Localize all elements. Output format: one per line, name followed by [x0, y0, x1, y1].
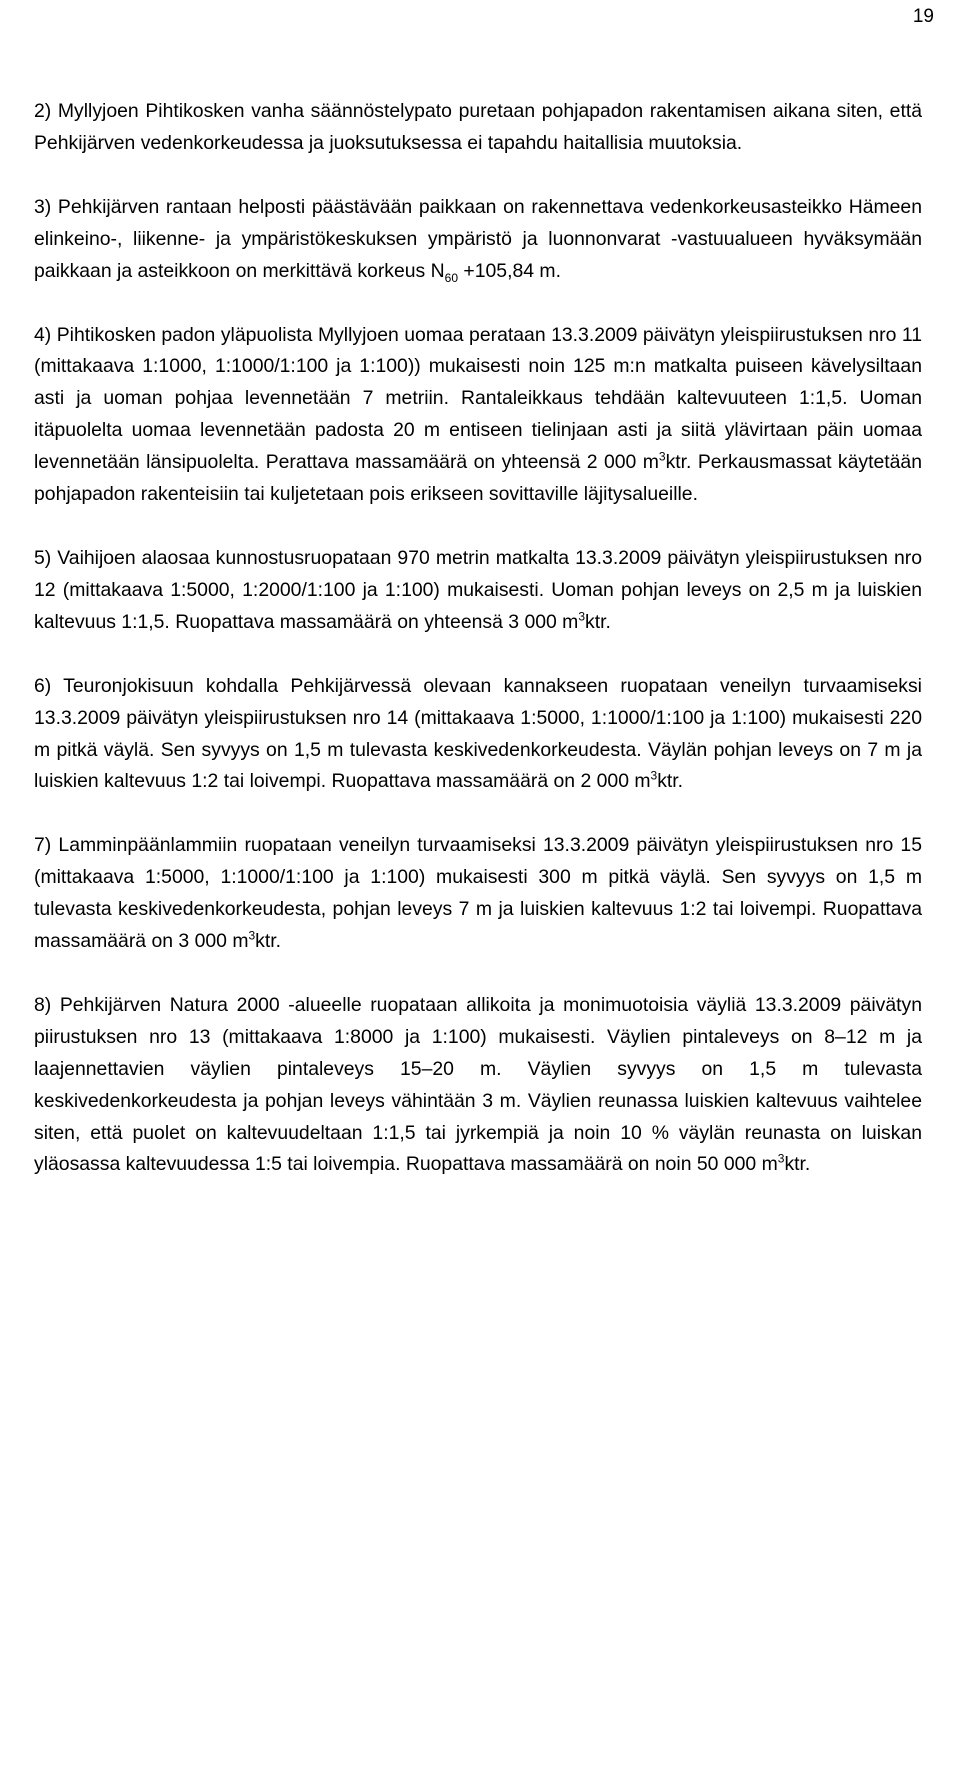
paragraph-4-text-end: ktr. Perkausmassat käytetään pohjapadon rakenteisiin tai kuljetetaan pois erikseen sovittaville läjitysalueille. [34, 451, 922, 506]
paragraph-3 [34, 192, 922, 288]
paragraph-8-text-end: ktr. [784, 1153, 811, 1176]
paragraph-5-text-end: ktr. [585, 610, 611, 633]
paragraph-4 [34, 320, 922, 511]
paragraph-5-text: 5) Vaihijoen alaosaa kunnostusruopataan 970 metrin matkalta 13.3.2009 päivätyn yleispiirustuksen nro 12 (mittakaava 1:5000, 1:2000/1:100 ja 1:100) mukaisesti. Uoman pohjan leveys on 2,5 m ja luiskien kaltevuus 1:1,5. Ruopattava massamäärä on yhteensä 3 000 m [34, 546, 922, 633]
superscript-3: 3 [248, 928, 256, 943]
paragraph-6-text-end: ktr. [657, 770, 684, 793]
document-body [34, 96, 922, 1213]
paragraph-8 [34, 990, 922, 1181]
paragraph-3-text-end: +105,84 m. [458, 259, 561, 282]
superscript-3: 3 [578, 609, 586, 624]
paragraph-7 [34, 830, 922, 958]
paragraph-8-text: 8) Pehkijärven Natura 2000 -alueelle ruopataan allikoita ja monimuotoisia väyliä 13.3.2009 päivätyn piirustuksen nro 13 (mittakaava 1:8000 ja 1:100) mukaisesti. Väylien pintaleveys on 8–12 m ja laajennettavien väylien pintaleveys 15–20 m. Väylien syvyys on 1,5 m tulevasta keskivedenkorkeudesta ja pohjan leveys vähintään 3 m. Väylien reunassa luiskien kaltevuus vaihtelee siten, että puolet on kaltevuudeltaan 1:1,5 tai jyrkempiä ja noin 10 % väylän reunasta on luiskan yläosassa kaltevuudessa 1:5 tai loivempia. Ruopattava massamäärä on noin 50 000 m [34, 993, 922, 1176]
superscript-3: 3 [777, 1152, 785, 1166]
paragraph-5 [34, 543, 922, 639]
paragraph-3-text: 3) Pehkijärven rantaan helposti päästävään paikkaan on rakennettava vedenkorkeusasteikko Hämeen elinkeino-, liikenne- ja ympäristökeskuksen ympäristö ja luonnonvarat -vastuualueen hyväksymään paikkaan ja asteikkoon on merkittävä korkeus N [34, 195, 922, 282]
paragraph-4-text: 4) Pihtikosken padon yläpuolista Myllyjoen uomaa perataan 13.3.2009 päivätyn yleispiirustuksen nro 11 (mittakaava 1:1000, 1:1000/1:100 ja 1:100)) mukaisesti noin 125 m:n matkalta puiseen kävelysiltaan asti ja uoman pohjaa levennetään 7 metriin. Rantaleikkaus tehdään kaltevuuteen 1:1,5. Uoman itäpuolelta uomaa levennetään padosta 20 m entiseen tielinjaan asti ja siitä ylävirtaan päin uomaa levennetään länsipuolelta. Perattava massamäärä on yhteensä 2 000 m [34, 323, 922, 474]
paragraph-2-text: 2) Myllyjoen Pihtikosken vanha säännöstelypato puretaan pohjapadon rakentamisen aikana siten, että Pehkijärven vedenkorkeudessa ja juoksutuksessa ei tapahdu haitallisia muutoksia. [34, 100, 922, 154]
paragraph-6 [34, 671, 922, 799]
paragraph-7-text-end: ktr. [255, 930, 282, 953]
page-number: 19 [912, 6, 934, 27]
superscript-3: 3 [650, 768, 658, 783]
paragraph-7-text: 7) Lamminpäänlammiin ruopataan veneilyn turvaamiseksi 13.3.2009 päivätyn yleispiirustuksen nro 15 (mittakaava 1:5000, 1:1000/1:100 ja 1:100) mukaisesti 300 m pitkä väylä. Sen syvyys on 1,5 m tulevasta keskivedenkorkeudesta, pohjan leveys 7 m ja luiskien kaltevuus 1:2 tai loivempi. Ruopattava massamäärä on 3 000 m [34, 834, 922, 953]
paragraph-2 [34, 96, 922, 160]
superscript-3: 3 [658, 449, 666, 464]
paragraph-6-text: 6) Teuronjokisuun kohdalla Pehkijärvessä olevaan kannakseen ruopataan veneilyn turvaamiseksi 13.3.2009 päivätyn yleispiirustuksen nro 14 (mittakaava 1:5000, 1:1000/1:100 ja 1:100) mukaisesti 220 m pitkä väylä. Sen syvyys on 1,5 m tulevasta keskivedenkorkeudesta. Väylän pohjan leveys on 7 m ja luiskien kaltevuus 1:2 tai loivempi. Ruopattava massamäärä on 2 000 m [34, 674, 922, 793]
subscript-60: 60 [444, 270, 459, 285]
